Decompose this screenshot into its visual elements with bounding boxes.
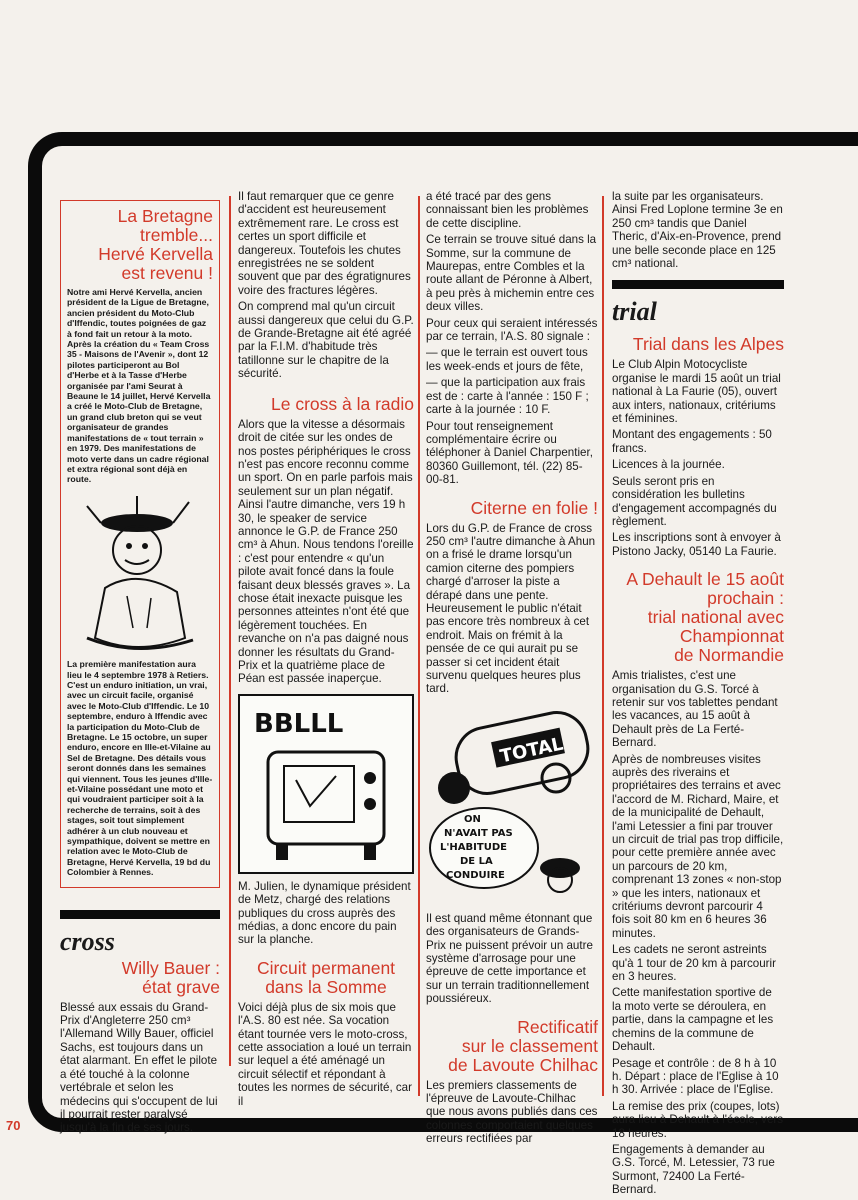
radio-body: Alors que la vitesse a désormais droit de citée sur les ondes de nos postes périphériques le cross n'est pas encore reconnu comme un sport. On en parle parfois mais seulement sur un plan négatif. Ainsi l'autre dimanche, vers 19 h 30, le speaker de service annonce le G.P. de France 250 cm³ à Ahun. Nous tendons l'oreille : c'est pour entendre « qu'un pilote avait foncé dans la foule faisant deux blessés graves ». La chose était inexacte puisque les personnes atteintes n'ont été que légèrement touchées. En revanche on n'a pas daigné nous donner les résultats du Grand-Prix et la quatrième place de Péan est passée inaperçue. (238, 417, 414, 686)
bauer-body: Blessé aux essais du Grand-Prix d'Angleterre 250 cm³ l'Allemand Willy Bauer, officiel Sachs, est toujours dans un état alarmant. En effet le pilote a été touché à la colonne vertébrale et selon les médecins qui s'occupent de lui il pourrait rester paralysé jusqu'à la fin de ses jours. (60, 1000, 218, 1135)
dehault-p3: Les cadets ne seront astreints qu'à 1 tour de 20 km à parcourir en 3 heures. (612, 943, 776, 984)
svg-text:DE LA: DE LA (460, 855, 493, 867)
kervella-details: La première manifestation aura lieu le 4 septembre 1978 à Retiers. C'est un enduro initiation, un vrai, avec un circuit facile, organisé avec le Moto-Club d'Iffendic. Le 10 septembre, enduro à Iffendic avec la participation du Moto-Club de Bretagne. Le 15 octobre, un super enduro, encore en Ille-et-Vilaine au Sel de Bretagne. Des détails vous seront donnés dans les semaines qui viennent. Tous les jeunes d'Ille-et-Vilaine possédant une moto et qui voudraient participer soit à la recherche de terrains, soit à des stages, soit tout simplement adhérer à un club nouveau et sympathique, doivent se mettre en relation avec le Moto-Club de Bretagne, Hervé Kervella, 19 bd du Colombier à Rennes. (67, 659, 213, 878)
somme-p3: Pour ceux qui seraient intéressés par ce terrain, l'A.S. 80 signale : (426, 316, 598, 344)
rectificatif-heading: Rectificatif sur le classement de Lavoute Chilhac (448, 1016, 598, 1075)
page-number: 70 (6, 1118, 21, 1133)
circuit-body: Voici déjà plus de six mois que l'A.S. 80 est née. Sa vocation étant tournée vers le moto-cross, cette association a loué un terrain sur lequel a été aménagé un circuit sélectif et répondant à toutes les normes de sécurité, car il (238, 1000, 412, 1108)
kervella-lead: Notre ami Hervé Kervella, ancien président de la Ligue de Bretagne, ancien président du Moto-Club d'Iffendic, toutes poignées de gaz à fond fait un retour à la moto. Après la création du « Team Cross 35 - Maisons de l'Avenir », dont 12 pilotes participeront au Bol d'Herbe et à la Tasse d'Herbe organisée par l'ami Seurat à Beaune le 14 juillet, Hervé Kervella a créé le Moto-Club de Bretagne, un grand club breton qui se veut organisateur de grandes manifestations de « tout terrain » en 1979. Des manifestations de moto verte dans un cadre régional et extra régional sont déjà en route. (67, 287, 211, 485)
total-logo-text: TOTAL (498, 733, 566, 768)
circuit-heading: Circuit permanent dans la Somme (256, 957, 396, 997)
column-4 (612, 190, 784, 1200)
kervella-title: La Bretagne tremble... Hervé Kervella est revenu ! (98, 206, 213, 283)
kervella-box (60, 200, 220, 888)
dehault-heading: A Dehault le 15 août prochain : trial national avec Championnat de Normandie (626, 569, 784, 666)
dehault-p2: Après de nombreuses visites auprès des riverains et propriétaires des terrains et avec l'accord de M. Richard, Maire, et de la municipalité de Dehault, l'ami Letessier a fini par trouver un circuit de trial pas trop difficile, pour cette première année avec un parcours de 20 km, comprenant 13 zones « non-stop » que les inters, nationaux et critériums devront parcourir 4 fois soit 80 km en 6 heures 36 minutes. (612, 752, 784, 940)
circuit-paragraph: On comprend mal qu'un circuit aussi dangereux que celui du G.P. de Grande-Bretagne ait été agréé par la F.I.M. d'habitude très tatillonne sur le chapitre de la sécurité. (238, 300, 414, 381)
alpes-heading: Trial dans les Alpes (632, 334, 784, 355)
somme-p1: a été tracé par des gens connaissant bien les problèmes de cette discipline. (426, 190, 589, 230)
kervella-cartoon (67, 488, 213, 656)
section-trial: trial (612, 297, 657, 327)
rectificatif-body: Les premiers classements de l'épreuve de Lavoute-Chilhac que nous avons publiés dans ces colonnes comportaient quelques erreurs rectifiées par (426, 1078, 598, 1146)
truck-illustration (426, 700, 598, 906)
svg-text:ON: ON (464, 813, 481, 825)
somme-p4: — que le terrain est ouvert tous les week-ends et jours de fête, (426, 346, 588, 373)
alpes-p1: Le Club Alpin Motocycliste organise le mardi 15 août un trial national à La Faurie (05), ouvert aux inters, nationaux, critériums et féminines. (612, 358, 781, 426)
citerne-cartoon (426, 700, 598, 908)
column-rule (229, 196, 231, 1066)
somme-p5: — que la participation aux frais est de : carte à l'année : 150 F ; carte à la journée : 10 F. (426, 376, 589, 417)
alpes-p5: Les inscriptions sont à envoyer à Pistono Jacky, 05140 La Faurie. (612, 531, 781, 558)
dehault-p6: La remise des prix (coupes, lots) aura lieu à Dehault à l'école, vers 18 heures. (612, 1099, 784, 1140)
dehault-p1: Amis trialistes, c'est une organisation du G.S. Torcé à retenir sur vos tablettes pendant les vacances, au 15 août à Dehault près de La Ferté-Bernard. (612, 669, 778, 750)
bblll-text: BBLLL (254, 708, 344, 739)
citerne-body: Lors du G.P. de France de cross 250 cm³ l'autre dimanche à Ahun on a frisé le drame lorsqu'un camion citerne des pompiers chargé d'arroser la piste a dérapé dans une pente. Heureusement le public n'était pas encore très nombreux à cet endroit. Mais on frémit à la pensée de ce qui aurait pu se passer si cet incident était survenu quelques heures plus tard. (426, 521, 596, 696)
alpes-p4: Seuls seront pris en considération les bulletins d'engagement accompagnés du règlement. (612, 474, 777, 528)
svg-text:N'AVAIT PAS: N'AVAIT PAS (444, 827, 513, 839)
radio-cartoon (238, 694, 414, 874)
alpes-p2: Montant des engagements : 50 francs. (612, 428, 772, 455)
dehault-p4: Cette manifestation sportive de la moto verte se déroulera, en partie, dans la campagne et les chemins de la commune de Dehault. (612, 986, 774, 1054)
somme-p6: Pour tout renseignement complémentaire écrire ou téléphoner à Daniel Charpentier, 80360 Guillemont, tél. (22) 85-00-81. (426, 419, 593, 487)
column-3 (426, 190, 598, 1149)
section-bar (60, 910, 220, 919)
svg-text:L'HABITUDE: L'HABITUDE (440, 841, 507, 853)
radio-illustration (240, 696, 412, 872)
alpes-p3: Licences à la journée. (612, 458, 725, 472)
accident-paragraph: Il faut remarquer que ce genre d'accident est heureusement extrêmement rare. Le cross est certes un sport difficile et dangereux. Toutefois les chutes enregistrées ne se soldent souvent que par des égratignures voire des fractures légères. (238, 190, 411, 297)
column-2 (238, 190, 414, 1111)
somme-p2: Ce terrain se trouve situé dans la Somme, sur la commune de Maurepas, entre Combles et la route allant de Péronne à Albert, à peu près à michemin entre ces deux villes. (426, 233, 597, 314)
citerne-heading: Citerne en folie ! (470, 497, 598, 518)
column-rule (418, 196, 420, 1096)
classement-continued: la suite par les organisateurs. Ainsi Fred Loplone termine 3e en 250 cm³ tandis que Daniel Theric, d'Aix-en-Provence, prend une belle seconde place en 125 cm³ national. (612, 190, 783, 271)
svg-text:CONDUIRE: CONDUIRE (446, 869, 505, 881)
dehault-p5: Pesage et contrôle : de 8 h à 10 h. Départ : place de l'Eglise à 10 h 30. Arrivée : place de l'Eglise. (612, 1056, 779, 1097)
bauer-title: Willy Bauer : état grave (121, 957, 220, 997)
section-cross: cross (60, 926, 115, 956)
column-rule (602, 196, 604, 1096)
julien-paragraph: M. Julien, le dynamique président de Metz, chargé des relations publiques du cross auprès des médias, a donc encore du pain sur la planche. (238, 879, 411, 947)
radio-heading: Le cross à la radio (271, 393, 414, 414)
dehault-p7: Engagements à demander au G.S. Torcé, M. Letessier, 73 rue Surmont, 72400 La Ferté-Bernard. (612, 1142, 775, 1197)
section-bar (612, 280, 784, 289)
arrosage-paragraph: Il est quand même étonnant que des organisateurs de Grands-Prix ne puissent prévoir un autre système d'arrosage pour une épreuve de cette importance et sur un terrain traditionnellement poussiéreux. (426, 911, 593, 1006)
column-1 (60, 200, 220, 1138)
